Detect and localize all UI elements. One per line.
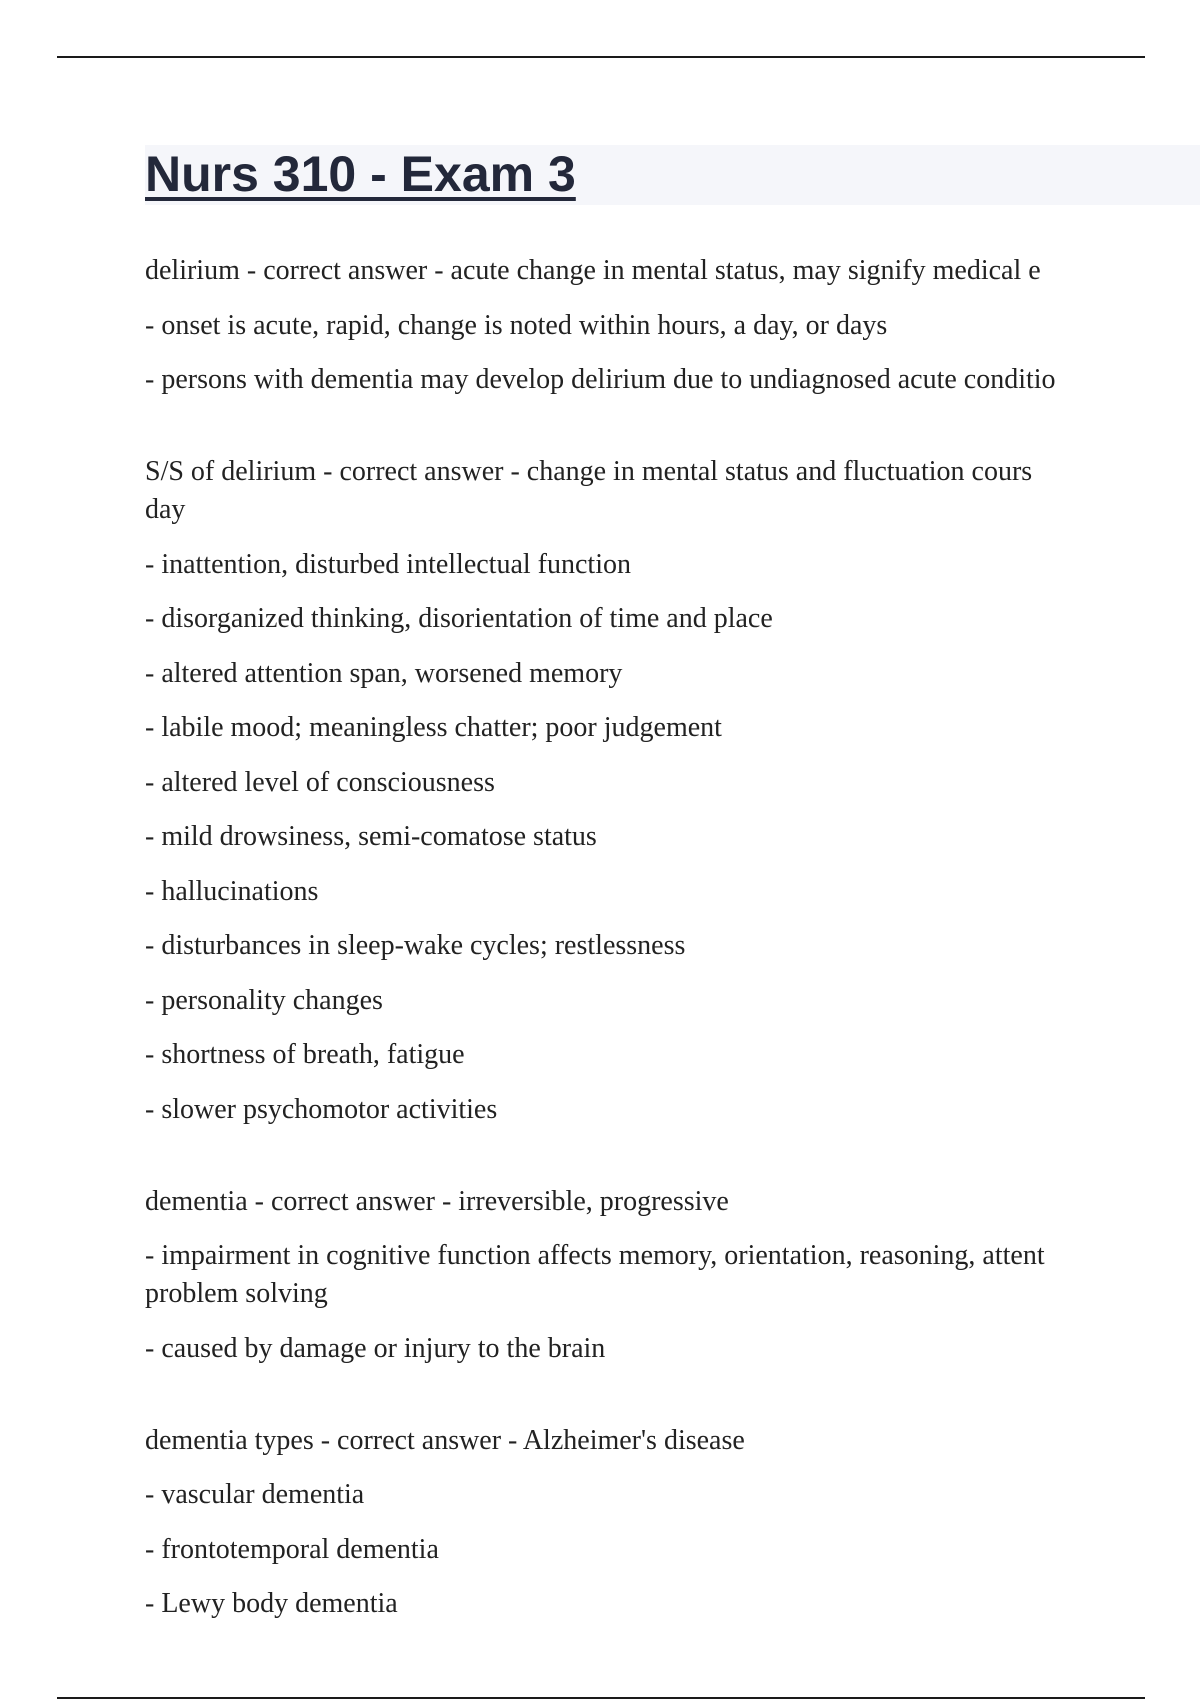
card-detail-line: - labile mood; meaningless chatter; poor judgement	[145, 712, 722, 743]
card-detail-line: - shortness of breath, fatigue	[145, 1039, 465, 1070]
card-term-line: delirium - correct answer - acute change in mental status, may signify medical e	[145, 255, 1041, 286]
card-detail-line: - onset is acute, rapid, change is noted within hours, a day, or days	[145, 309, 888, 341]
card-detail-line: - altered level of consciousness	[145, 766, 495, 798]
card-detail-line	[145, 1237, 1200, 1313]
card-detail-line: - slower psychomotor activities	[145, 1093, 498, 1125]
card-detail-line-part: - impairment in cognitive function affects memory, orientation, reasoning, attent	[145, 1240, 1045, 1271]
card-term-line-part: S/S of delirium - correct answer - change in mental status and fluctuation cours	[145, 456, 1033, 487]
card-detail-line: - caused by damage or injury to the brain	[145, 1332, 606, 1364]
card-detail-line: - altered attention span, worsened memory	[145, 657, 623, 689]
document-title: Nurs 310 - Exam 3	[145, 146, 576, 202]
card-term-line-continuation: day	[145, 494, 186, 525]
card-detail-line: - personality changes	[145, 984, 383, 1016]
card-detail-line: - vascular dementia	[145, 1479, 365, 1510]
card-term-line: dementia - correct answer - irreversible, progressive	[145, 1185, 729, 1217]
card-ss-of-delirium	[145, 453, 1200, 1129]
card-dementia-types	[145, 1422, 1200, 1624]
card-term-line: dementia types - correct answer - Alzheimer's disease	[145, 1424, 745, 1456]
top-rule	[57, 56, 1145, 58]
card-detail-line: - inattention, disturbed intellectual function	[145, 548, 631, 580]
card-detail-line-continuation: problem solving	[145, 1278, 328, 1309]
card-dementia	[145, 1183, 1200, 1368]
card-detail-line: - hallucinations	[145, 875, 319, 907]
card-term-line	[145, 453, 1200, 529]
card-detail-line: - disorganized thinking, disorientation of time and place	[145, 603, 773, 634]
card-detail-line: - persons with dementia may develop delirium due to undiagnosed acute conditio	[145, 364, 1056, 395]
bottom-rule	[57, 1697, 1145, 1699]
card-detail-line: - Lewy body dementia	[145, 1588, 398, 1619]
card-delirium	[145, 252, 1200, 399]
card-detail-line: - mild drowsiness, semi-comatose status	[145, 821, 597, 852]
card-detail-line: - disturbances in sleep-wake cycles; restlessness	[145, 930, 686, 961]
document-body	[145, 252, 1200, 1677]
card-detail-line: - frontotemporal dementia	[145, 1533, 439, 1565]
